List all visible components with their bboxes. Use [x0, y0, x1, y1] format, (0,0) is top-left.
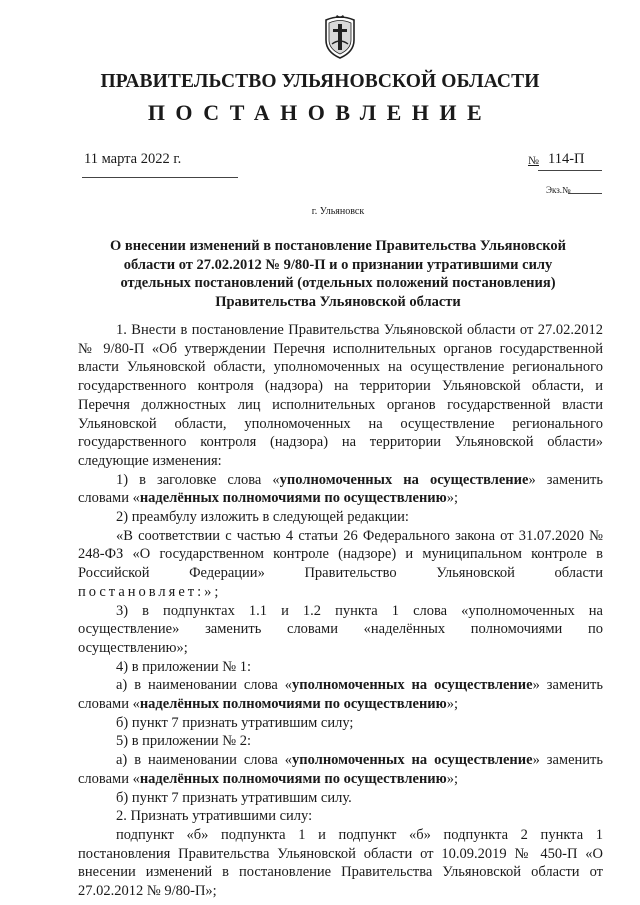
copy-label: Экз.№ — [546, 185, 571, 195]
old-wording: уполномоченных на осуществление — [292, 677, 533, 694]
paragraph-2-text: подпункт «б» подпункта 1 и подпункт «б» подпункта 2 пункта 1 постановления Правительства Ульяновской области от 10.09.2019 № 450-П «О внесении изменений в постановление Правительства Ульяновской области от 27.02.2012 № 9/80-П»; — [78, 826, 603, 900]
item-5-a: а) в наименовании слова «уполномоченных на осуществление» заменить словами «наделённых полномочиями по осуществлению»; — [78, 752, 603, 787]
title-line: области от 27.02.2012 № 9/80-П и о признании утратившими силу — [123, 256, 553, 273]
item-3: 3) в подпунктах 1.1 и 1.2 пункта 1 слова «уполномоченных на осуществление» заменить словами «наделённых полномочиями по осуществлению»; — [78, 602, 603, 656]
decree-title — [78, 237, 598, 311]
preamble-quote-end: постановляет:»; — [78, 583, 222, 600]
title-line: отдельных постановлений (отдельных положений постановления) — [120, 275, 556, 291]
old-wording: уполномоченных на осуществление — [279, 471, 529, 488]
item-5-b: б) пункт 7 признать утратившим силу. — [116, 789, 352, 806]
copy-underline — [568, 193, 602, 194]
new-wording: наделённых полномочиями по осуществлению — [139, 770, 447, 787]
number-label: № — [528, 155, 539, 167]
old-wording: уполномоченных на осуществление — [292, 752, 533, 769]
date-underline — [82, 177, 238, 178]
decree-date: 11 марта 2022 г. — [84, 151, 182, 167]
title-line: О внесении изменений в постановление Правительства Ульяновской — [110, 238, 566, 254]
paragraph-2: 2. Признать утратившими силу: — [116, 808, 313, 825]
item-1: 1) в заголовке слова «уполномоченных на осуществление» заменить словами «наделённых полномочиями по осуществлению»; — [78, 471, 603, 507]
item-4: 4) в приложении № 1: — [116, 658, 251, 675]
government-name: ПРАВИТЕЛЬСТВО УЛЬЯНОВСКОЙ ОБЛАСТИ — [100, 71, 540, 92]
item-4-a: а) в наименовании слова «уполномоченных на осуществление» заменить словами «наделённых полномочиями по осуществлению»; — [78, 677, 603, 713]
decree-body — [78, 321, 603, 901]
item-4-b: б) пункт 7 признать утратившим силу; — [116, 714, 354, 731]
new-wording: наделённых полномочиями по осуществлению — [139, 696, 447, 713]
document-type: ПОСТАНОВЛЕНИЕ — [147, 100, 493, 125]
coat-of-arms-icon — [322, 14, 358, 60]
paragraph-1: 1. Внести в постановление Правительства Ульяновской области от 27.02.2012 № 9/80-П «Об утверждении Перечня исполнительных органов государственной власти Ульяновской области, уполномоченных на осуществление регионального государственного контроля (надзора) на территории Ульяновской области, и Перечня должностных лиц исполнительных органов государственной власти Ульяновской области, уполномоченных на осуществление регионального государственного контроля (надзора) на территории Ульяновской области» следующие изменения: — [78, 322, 603, 469]
preamble-quote: «В соответствии с частью 4 статьи 26 Федерального закона от 31.07.2020 № 248-ФЗ «О государственном контроле (надзоре) и муниципальном контроле в Российской Федерации» Правительство Ульяновской области — [78, 527, 603, 582]
number-underline — [538, 170, 602, 171]
item-5: 5) в приложении № 2: — [116, 733, 251, 750]
new-wording: наделённых полномочиями по осуществлению — [139, 490, 447, 507]
item-2: 2) преамбулу изложить в следующей редакции: — [116, 509, 409, 526]
city: г. Ульяновск — [311, 206, 365, 217]
decree-number: 114-П — [548, 151, 585, 167]
title-line: Правительства Ульяновской области — [215, 293, 461, 310]
